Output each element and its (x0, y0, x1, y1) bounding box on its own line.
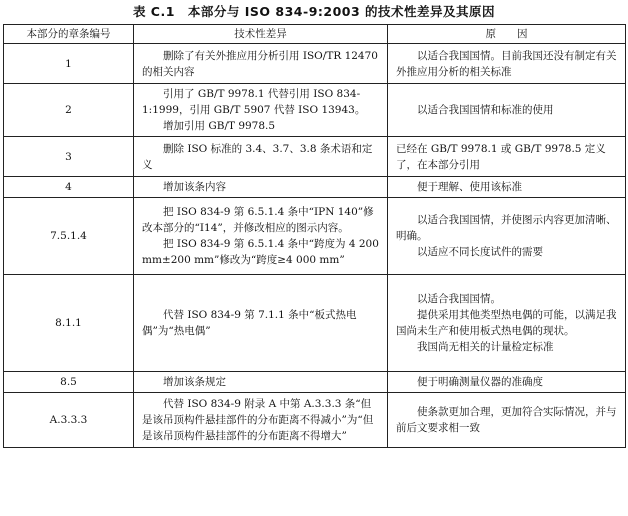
reason-text: 使条款更加合理，更加符合实际情况，并与前后文要求相一致 (396, 406, 617, 434)
table-row (4, 137, 626, 177)
difference-text: 删除 ISO 标准的 3.4、3.7、3.8 条术语和定义 (142, 142, 373, 171)
reason-cell (388, 393, 626, 448)
difference-text: 引用了 GB/T 9978.1 代替引用 ISO 834-1:1999，引用 GB/T 5907 代替 ISO 13943。 (142, 88, 366, 116)
table-header-row (4, 25, 626, 44)
reason-cell (388, 275, 626, 372)
reason-text: 便于理解、使用该标准 (417, 181, 522, 193)
differences-table (3, 24, 626, 448)
difference-text: 删除了有关外推应用分析引用 ISO/TR 12470 的相关内容 (142, 49, 378, 78)
difference-cell (134, 84, 388, 137)
reason-cell (388, 372, 626, 393)
difference-text: 增加该条内容 (163, 181, 226, 193)
difference-text: 增加引用 GB/T 9978.5 (163, 120, 276, 132)
reason-text: 便于明确测量仪器的准确度 (417, 376, 543, 388)
reason-text: 以适合我国国情和标准的使用 (417, 104, 554, 116)
table-row (4, 275, 626, 372)
difference-text: 代替 ISO 834-9 第 7.1.1 条中“板式热电偶”为“热电偶” (142, 309, 357, 337)
clause-cell: 8.5 (4, 372, 134, 393)
difference-cell (134, 137, 388, 177)
header-clause: 本部分的章条编号 (4, 25, 134, 44)
difference-text: 代替 ISO 834-9 附录 A 中第 A.3.3.3 条“但是该吊顶构件悬挂部件的分布距离不得减小”为“但是该吊顶构件悬挂部件的分布距离不得增大” (142, 398, 374, 442)
difference-text: 增加该条规定 (163, 376, 226, 388)
clause-cell: 2 (4, 84, 134, 137)
reason-cell (388, 137, 626, 177)
difference-text: 把 ISO 834-9 第 6.5.1.4 条中“跨度为 4 200 mm±200 mm”修改为“跨度≥4 000 mm” (142, 238, 379, 266)
clause-cell: 3 (4, 137, 134, 177)
difference-cell (134, 372, 388, 393)
clause-cell: 8.1.1 (4, 275, 134, 372)
table-row (4, 44, 626, 84)
reason-text: 以适合我国国情。 (417, 293, 501, 305)
clause-cell: 7.5.1.4 (4, 198, 134, 275)
clause-cell: 1 (4, 44, 134, 84)
reason-cell (388, 177, 626, 198)
reason-text: 提供采用其他类型热电偶的可能，以满足我国尚未生产和使用板式热电偶的现状。 (396, 309, 617, 337)
clause-cell: A.3.3.3 (4, 393, 134, 448)
reason-cell (388, 84, 626, 137)
table-row (4, 372, 626, 393)
reason-text: 以适应不同长度试件的需要 (417, 246, 543, 258)
reason-text: 以适合我国国情，并使图示内容更加清晰、明确。 (396, 214, 617, 242)
table-row (4, 393, 626, 448)
reason-text: 我国尚无相关的计量检定标准 (417, 341, 554, 353)
table-caption: 表 C.1 本部分与 ISO 834-9:2003 的技术性差异及其原因 (132, 4, 496, 19)
reason-cell (388, 44, 626, 84)
difference-cell (134, 393, 388, 448)
header-reason: 原 因 (388, 25, 626, 44)
header-difference: 技术性差异 (134, 25, 388, 44)
table-row (4, 198, 626, 275)
difference-text: 把 ISO 834-9 第 6.5.1.4 条中“IPN 140”修改本部分的“I14”，并修改相应的图示内容。 (142, 206, 374, 234)
difference-cell (134, 44, 388, 84)
table-row (4, 177, 626, 198)
difference-cell (134, 177, 388, 198)
difference-cell (134, 198, 388, 275)
table-row (4, 84, 626, 137)
difference-cell (134, 275, 388, 372)
reason-cell (388, 198, 626, 275)
reason-text: 以适合我国国情。目前我国还没有制定有关外推应用分析的相关标准 (396, 49, 617, 78)
reason-text: 已经在 GB/T 9978.1 或 GB/T 9978.5 定义了，在本部分引用 (396, 142, 606, 171)
clause-cell: 4 (4, 177, 134, 198)
